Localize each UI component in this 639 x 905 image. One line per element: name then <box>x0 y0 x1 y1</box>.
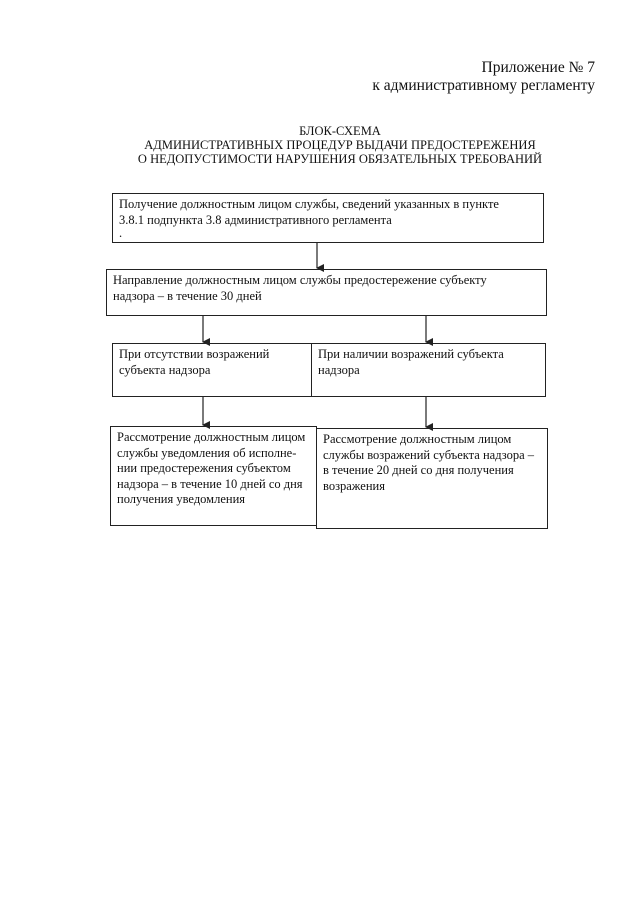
step1-line-2: 3.8.1 подпункта 3.8 административного регламента <box>119 212 392 227</box>
branch-right-line-2: надзора <box>318 362 360 377</box>
result-left-line-1: Рассмотрение должностным лицом <box>117 430 306 444</box>
step-receive-information-box <box>112 193 544 243</box>
title-line-3: О НЕДОПУСТИМОСТИ НАРУШЕНИЯ ОБЯЗАТЕЛЬНЫХ ТРЕБОВАНИЙ <box>137 152 543 166</box>
result-right-line-1: Рассмотрение должностным лицом <box>323 432 512 446</box>
step1-line-1: Получение должностным лицом службы, сведений указанных в пункте <box>119 197 499 211</box>
result-left-line-5: получения уведомления <box>117 492 246 506</box>
result-right-line-3: в течение 20 дней со дня получения <box>323 463 514 477</box>
step1-line-3: . <box>119 226 123 240</box>
title-line-1: БЛОК-СХЕМА <box>299 124 381 138</box>
step2-line-2: надзора – в течение 30 дней <box>113 288 262 303</box>
appendix-reference: к административному регламенту <box>372 77 595 94</box>
branch-with-objections-box <box>311 343 546 397</box>
result-review-notification-box <box>110 426 317 526</box>
branch-left-line-1: При отсутствии возражений <box>119 347 270 361</box>
result-left-line-3: нии предостережения субъектом <box>117 461 291 475</box>
branch-left-line-2: субъекта надзора <box>119 362 211 377</box>
result-review-objections-box <box>316 428 548 529</box>
title-line-2: АДМИНИСТРАТИВНЫХ ПРОЦЕДУР ВЫДАЧИ ПРЕДОСТЕРЕЖЕНИЯ <box>144 138 536 152</box>
step-send-warning-box <box>106 269 547 316</box>
diagram-title <box>120 124 560 166</box>
branch-no-objections-box <box>112 343 312 397</box>
result-right-line-2: службы возражений субъекта надзора – <box>323 447 535 462</box>
result-right-line-4: возражения <box>323 478 385 493</box>
step2-line-1: Направление должностным лицом службы предостережение субъекту <box>113 273 487 287</box>
result-left-line-2: службы уведомления об исполне- <box>117 445 297 460</box>
branch-right-line-1: При наличии возражений субъекта <box>318 347 504 361</box>
result-left-line-4: надзора – в течение 10 дней со дня <box>117 476 303 491</box>
appendix-title: Приложение № 7 <box>481 59 595 76</box>
